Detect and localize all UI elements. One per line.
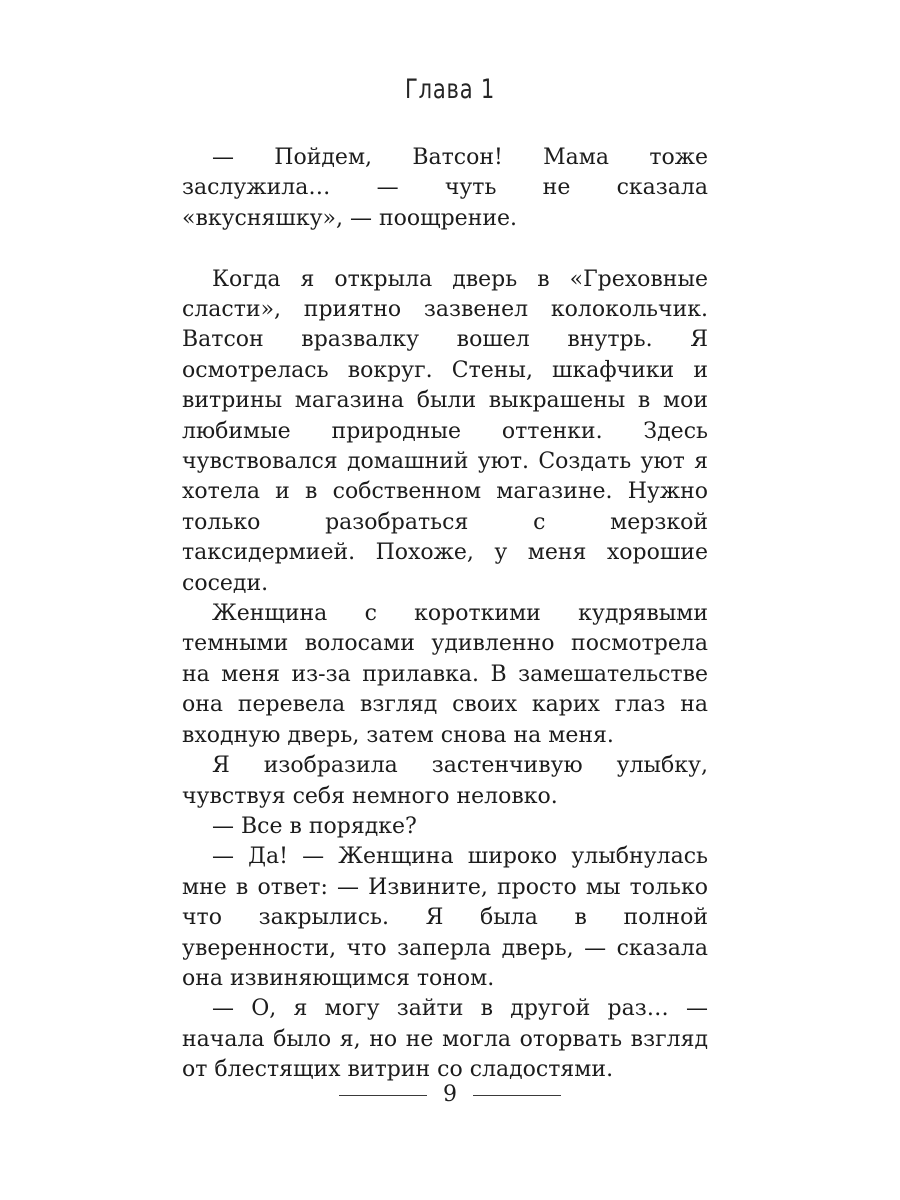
page-footer [0,1084,900,1106]
chapter-header: Глава 1 [404,74,496,105]
paragraph: Женщина с короткими кудрявыми темными волосами удивленно посмотрела на меня из-за прилавка. В замешательстве она перевела взгляд своих карих глаз на входную дверь, затем снова на меня. [182,601,708,748]
paragraph: Когда я открыла дверь в «Греховные сласти», приятно зазвенел колокольчик. Ватсон вразвалку вошел внутрь. Я осмотрелась вокруг. Стены, шкафчики и витрины магазина были выкрашены в мои любимые природные оттенки. Здесь чувствовался домашний уют. Создать уют я хотела и в собственном магазине. Нужно только разобраться с мерзкой таксидермией. Похоже, у меня хорошие соседи. [182,266,708,596]
paragraph: — Пойдем, Ватсон! Мама тоже заслужила… — чуть не сказала «вкусняшку», — поощрение. [182,145,708,231]
page-number: 9 [443,1082,457,1107]
paragraph: Я изобразила застенчивую улыбку, чувствуя себя немного неловко. [182,753,708,809]
paragraph: — Да! — Женщина широко улыбнулась мне в ответ: — Извините, просто мы только что закрылись. Я была в полной уверенности, что заперла дверь, — сказала она извиняющимся тоном. [182,844,708,991]
paragraph: — О, я могу зайти в другой раз… — начала было я, но не могла оторвать взгляд от блестящих витрин со сладостями. [182,996,708,1083]
footer-rule-right [473,1095,561,1096]
paragraph: — Все в порядке? [212,813,417,839]
footer-rule-left [339,1095,427,1096]
body-text [182,143,708,1086]
